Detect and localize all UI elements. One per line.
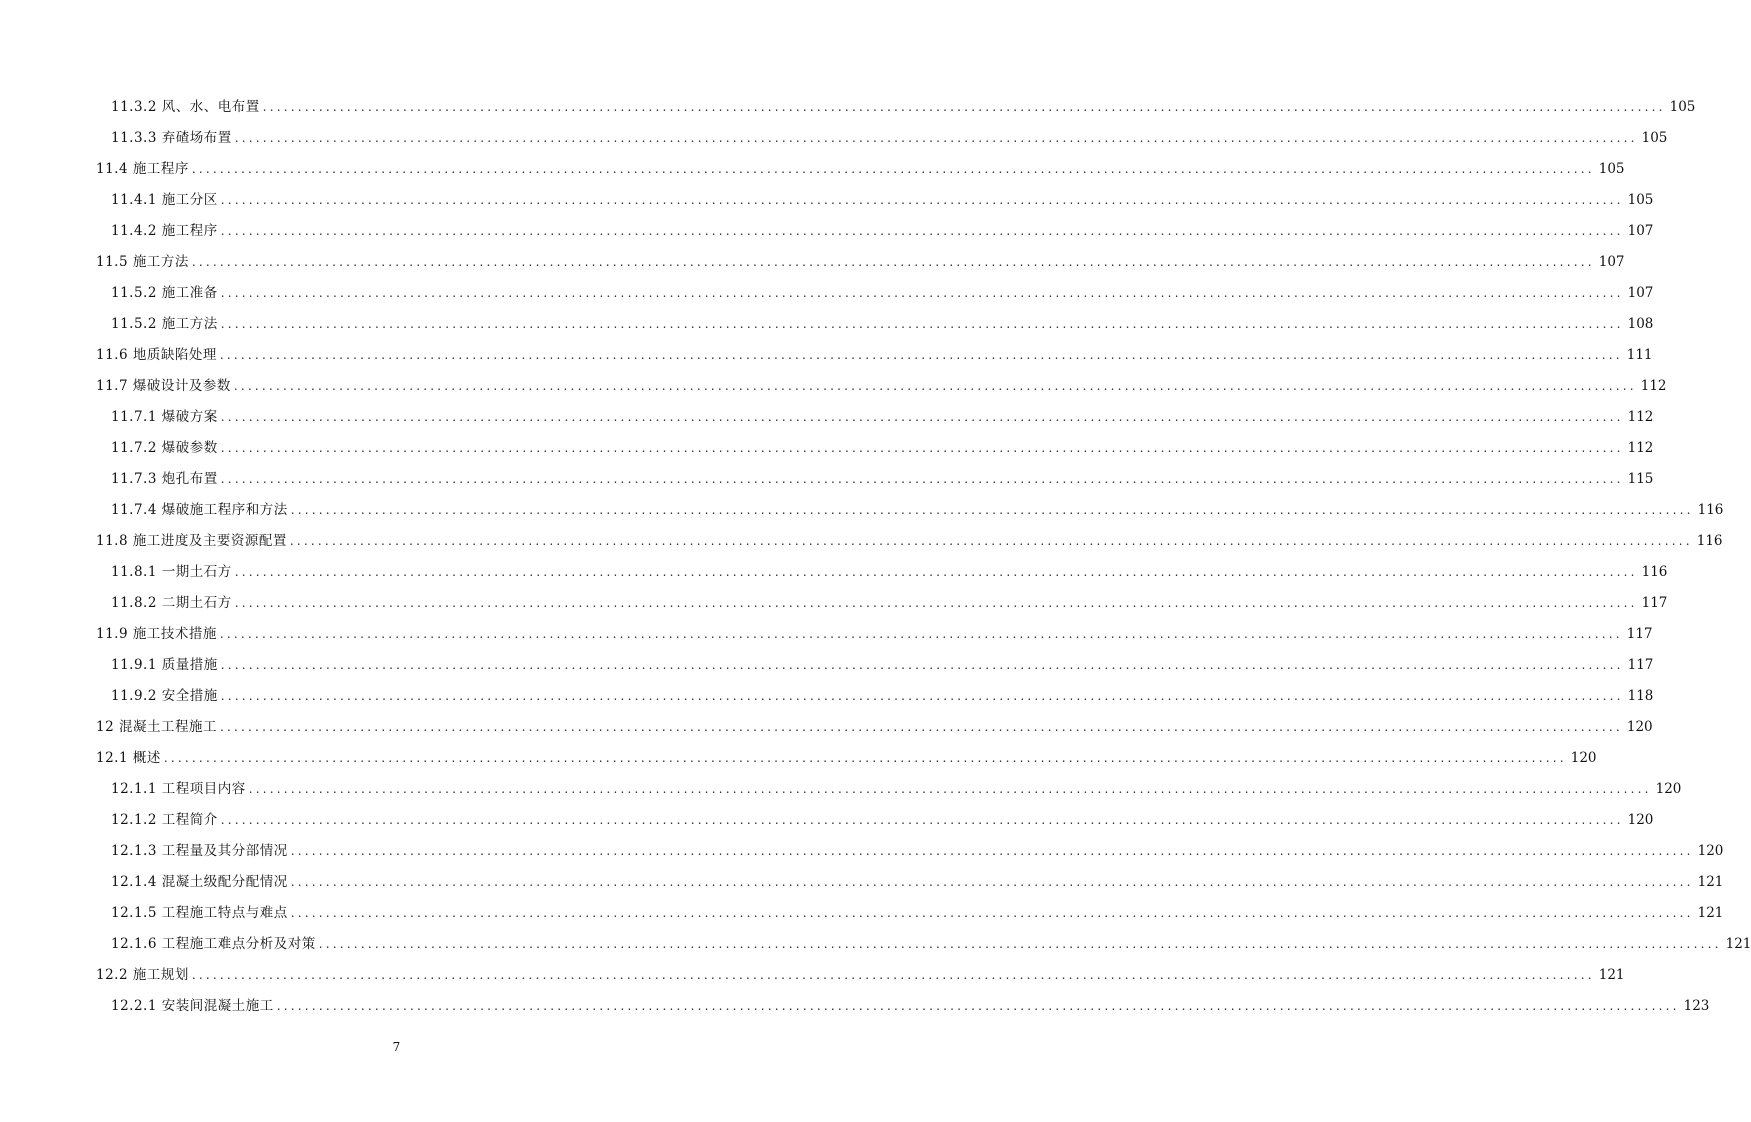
toc-entry[interactable] [0, 960, 1625, 991]
toc-entry-title: 12.1.5 工程施工特点与难点 [111, 905, 288, 921]
toc-entry-title: 11.7 爆破设计及参数 [96, 378, 231, 394]
toc-dot-leader: ........................................................................................................................................................................................................ [219, 720, 1623, 734]
toc-entry[interactable] [0, 371, 1667, 402]
toc-entry[interactable] [0, 185, 1654, 216]
toc-dot-leader: ........................................................................................................................................................................................................ [191, 968, 1595, 982]
toc-dot-leader: ........................................................................................................................................................................................................ [290, 844, 1694, 858]
toc-entry-title: 11.5.2 施工准备 [111, 285, 218, 301]
toc-dot-leader: ........................................................................................................................................................................................................ [290, 906, 1694, 920]
toc-dot-leader: ........................................................................................................................................................................................................ [248, 782, 1652, 796]
toc-dot-leader: ........................................................................................................................................................................................................ [289, 534, 1693, 548]
toc-dot-leader: ........................................................................................................................................................................................................ [234, 131, 1638, 145]
toc-entry-page: 121 [1598, 967, 1625, 983]
toc-entry[interactable] [0, 774, 1682, 805]
toc-entry-title: 11.3.2 风、水、电布置 [111, 99, 260, 115]
table-of-contents [0, 92, 1751, 1022]
toc-entry-page: 115 [1627, 471, 1654, 487]
toc-entry[interactable] [0, 836, 1724, 867]
toc-entry[interactable] [0, 743, 1597, 774]
toc-dot-leader: ........................................................................................................................................................................................................ [220, 286, 1624, 300]
toc-entry-page: 116 [1641, 564, 1668, 580]
toc-entry[interactable] [0, 278, 1654, 309]
toc-entry[interactable] [0, 898, 1724, 929]
toc-entry-title: 11.5.2 施工方法 [111, 316, 218, 332]
toc-entry[interactable] [0, 867, 1724, 898]
toc-entry-page: 120 [1627, 812, 1654, 828]
toc-entry-page: 120 [1697, 843, 1724, 859]
toc-dot-leader: ........................................................................................................................................................................................................ [220, 813, 1624, 827]
toc-entry-page: 120 [1626, 719, 1653, 735]
toc-entry-page: 107 [1598, 254, 1625, 270]
toc-dot-leader: ........................................................................................................................................................................................................ [276, 999, 1680, 1013]
toc-entry[interactable] [0, 929, 1751, 960]
toc-dot-leader: ........................................................................................................................................................................................................ [219, 627, 1623, 641]
toc-dot-leader: ........................................................................................................................................................................................................ [262, 100, 1666, 114]
toc-dot-leader: ........................................................................................................................................................................................................ [220, 658, 1624, 672]
toc-entry[interactable] [0, 433, 1654, 464]
toc-entry-page: 112 [1640, 378, 1667, 394]
toc-entry-title: 11.7.3 炮孔布置 [111, 471, 218, 487]
toc-entry-page: 116 [1697, 502, 1724, 518]
toc-dot-leader: ........................................................................................................................................................................................................ [318, 937, 1722, 951]
toc-entry-page: 120 [1570, 750, 1597, 766]
toc-entry[interactable] [0, 92, 1696, 123]
toc-entry[interactable] [0, 216, 1654, 247]
toc-entry-title: 11.7.1 爆破方案 [111, 409, 218, 425]
toc-entry-page: 117 [1641, 595, 1668, 611]
toc-entry-page: 105 [1598, 161, 1625, 177]
toc-entry[interactable] [0, 681, 1654, 712]
toc-entry-title: 11.6 地质缺陷处理 [96, 347, 217, 363]
toc-entry[interactable] [0, 619, 1653, 650]
toc-entry-title: 12.1.4 混凝土级配分配情况 [111, 874, 288, 890]
toc-entry-page: 112 [1627, 409, 1654, 425]
toc-entry-page: 118 [1627, 688, 1654, 704]
toc-entry-title: 11.7.4 爆破施工程序和方法 [111, 502, 288, 518]
toc-entry-title: 11.8 施工进度及主要资源配置 [96, 533, 287, 549]
toc-dot-leader: ........................................................................................................................................................................................................ [220, 441, 1624, 455]
toc-entry[interactable] [0, 991, 1710, 1022]
toc-dot-leader: ........................................................................................................................................................................................................ [220, 410, 1624, 424]
toc-dot-leader: ........................................................................................................................................................................................................ [233, 379, 1637, 393]
toc-entry-title: 12.1 概述 [96, 750, 161, 766]
toc-dot-leader: ........................................................................................................................................................................................................ [234, 565, 1638, 579]
toc-entry-page: 105 [1641, 130, 1668, 146]
toc-dot-leader: ........................................................................................................................................................................................................ [290, 875, 1694, 889]
toc-entry-page: 112 [1627, 440, 1654, 456]
toc-entry-page: 105 [1669, 99, 1696, 115]
toc-entry[interactable] [0, 495, 1724, 526]
toc-entry[interactable] [0, 712, 1653, 743]
toc-entry-title: 12.1.6 工程施工难点分析及对策 [111, 936, 316, 952]
toc-dot-leader: ........................................................................................................................................................................................................ [220, 317, 1624, 331]
toc-entry-title: 11.9.1 质量措施 [111, 657, 218, 673]
toc-entry-title: 11.4 施工程序 [96, 161, 189, 177]
toc-entry-title: 11.8.2 二期土石方 [111, 595, 232, 611]
toc-entry[interactable] [0, 123, 1668, 154]
toc-entry[interactable] [0, 340, 1653, 371]
toc-entry-page: 107 [1627, 285, 1654, 301]
toc-entry-page: 117 [1626, 626, 1653, 642]
toc-entry-title: 11.7.2 爆破参数 [111, 440, 218, 456]
toc-dot-leader: ........................................................................................................................................................................................................ [220, 472, 1624, 486]
toc-entry-title: 12.1.2 工程简介 [111, 812, 218, 828]
toc-entry[interactable] [0, 805, 1654, 836]
toc-entry-title: 12.2.1 安装间混凝土施工 [111, 998, 274, 1014]
toc-entry-title: 12.1.3 工程量及其分部情况 [111, 843, 288, 859]
toc-entry-title: 11.9 施工技术措施 [96, 626, 217, 642]
toc-entry-page: 111 [1626, 347, 1653, 363]
toc-entry-page: 108 [1627, 316, 1654, 332]
toc-entry-page: 116 [1696, 533, 1723, 549]
toc-entry-page: 105 [1627, 192, 1654, 208]
toc-entry[interactable] [0, 247, 1625, 278]
toc-dot-leader: ........................................................................................................................................................................................................ [163, 751, 1567, 765]
toc-entry-title: 12.2 施工规划 [96, 967, 189, 983]
toc-entry-page: 121 [1725, 936, 1751, 952]
toc-entry[interactable] [0, 588, 1668, 619]
toc-entry-title: 11.3.3 弃碴场布置 [111, 130, 232, 146]
toc-entry[interactable] [0, 464, 1654, 495]
toc-dot-leader: ........................................................................................................................................................................................................ [220, 689, 1624, 703]
toc-entry-title: 12 混凝土工程施工 [96, 719, 217, 735]
toc-entry-page: 121 [1697, 874, 1724, 890]
toc-dot-leader: ........................................................................................................................................................................................................ [290, 503, 1694, 517]
page-number: 7 [392, 1040, 401, 1054]
toc-dot-leader: ........................................................................................................................................................................................................ [234, 596, 1638, 610]
toc-entry-page: 123 [1683, 998, 1710, 1014]
toc-entry[interactable] [0, 309, 1654, 340]
toc-entry[interactable] [0, 154, 1625, 185]
toc-entry-title: 11.9.2 安全措施 [111, 688, 218, 704]
toc-dot-leader: ........................................................................................................................................................................................................ [220, 224, 1624, 238]
toc-entry-title: 11.8.1 一期土石方 [111, 564, 232, 580]
toc-entry-page: 107 [1627, 223, 1654, 239]
toc-dot-leader: ........................................................................................................................................................................................................ [220, 193, 1624, 207]
toc-entry[interactable] [0, 526, 1723, 557]
toc-entry[interactable] [0, 557, 1668, 588]
toc-entry-title: 11.4.2 施工程序 [111, 223, 218, 239]
toc-entry-page: 121 [1697, 905, 1724, 921]
toc-entry[interactable] [0, 650, 1654, 681]
toc-entry-title: 11.4.1 施工分区 [111, 192, 218, 208]
toc-entry-page: 117 [1627, 657, 1654, 673]
toc-entry-page: 120 [1655, 781, 1682, 797]
toc-dot-leader: ........................................................................................................................................................................................................ [219, 348, 1623, 362]
toc-entry-title: 12.1.1 工程项目内容 [111, 781, 246, 797]
toc-entry[interactable] [0, 402, 1654, 433]
toc-dot-leader: ........................................................................................................................................................................................................ [191, 255, 1595, 269]
toc-entry-title: 11.5 施工方法 [96, 254, 189, 270]
toc-dot-leader: ........................................................................................................................................................................................................ [191, 162, 1595, 176]
